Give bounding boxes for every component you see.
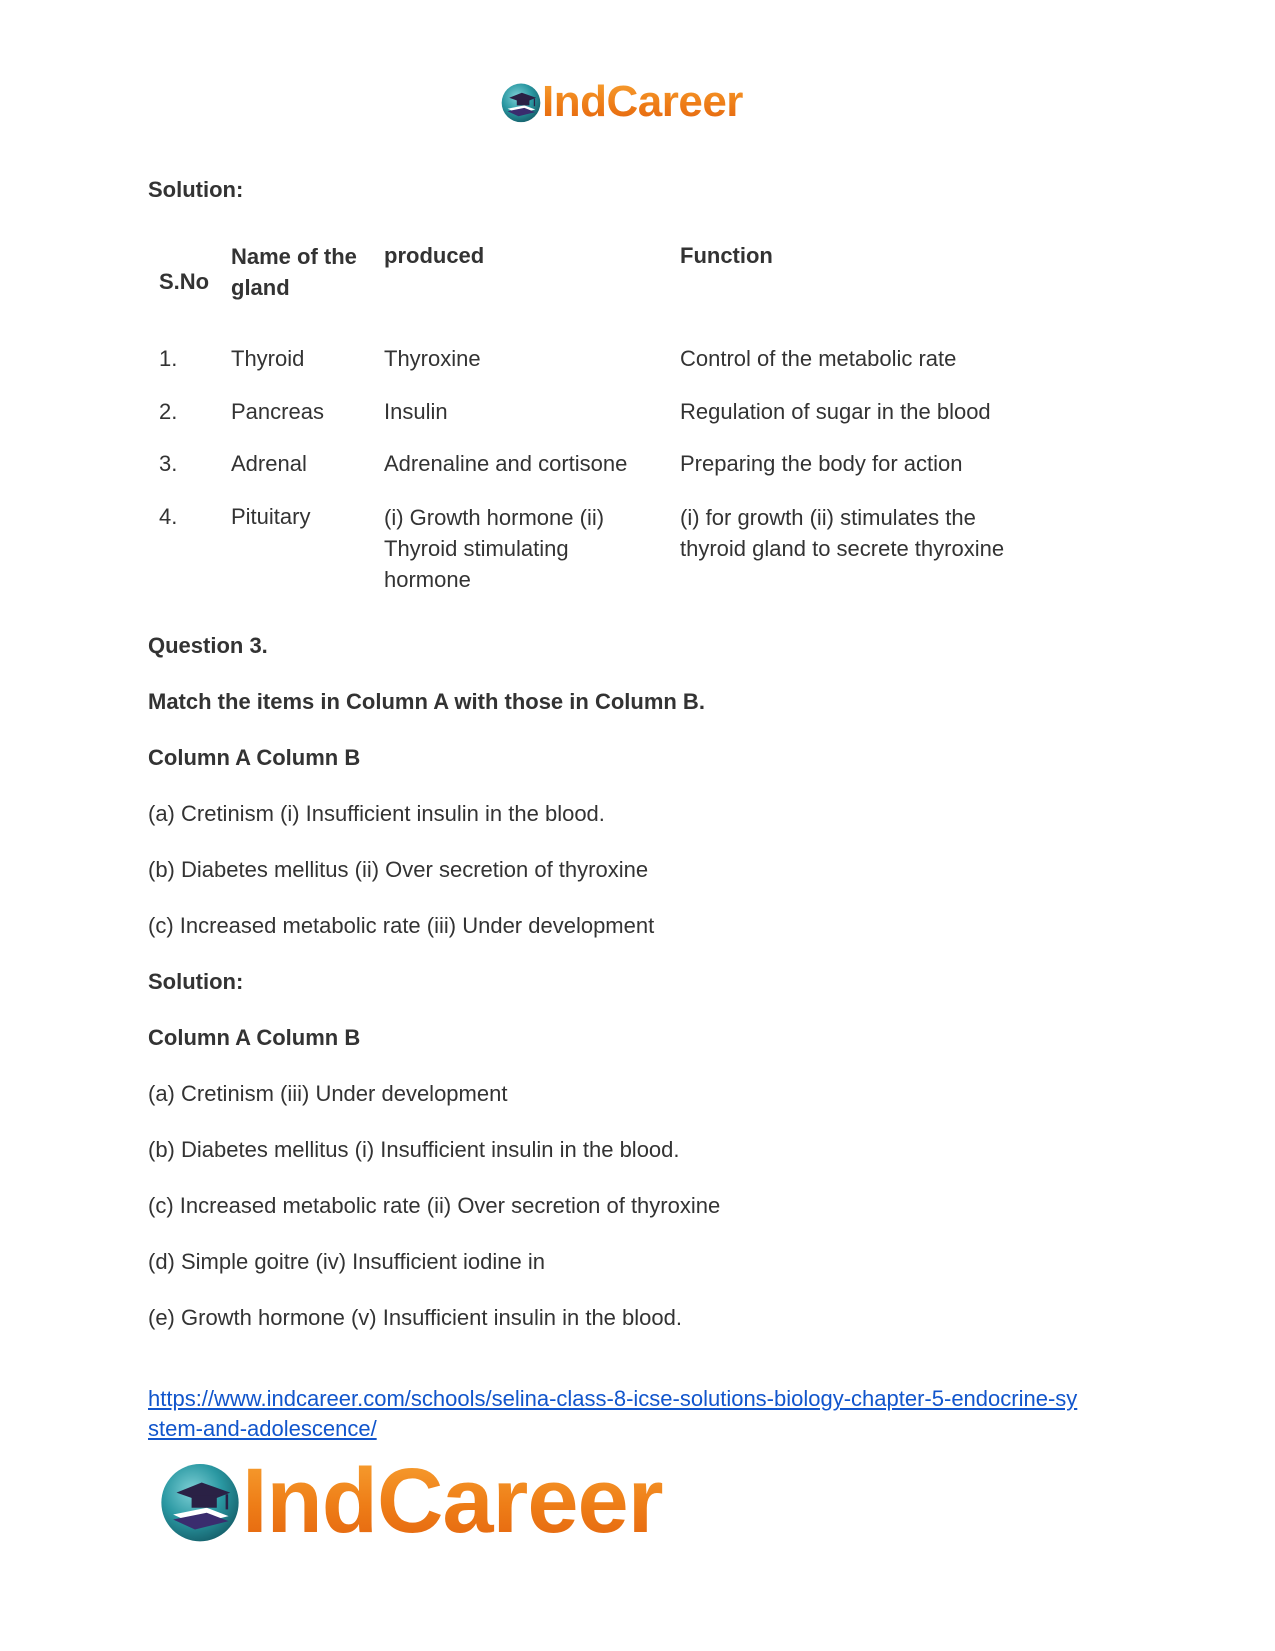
table-header-produced: produced <box>384 243 485 268</box>
table-cell-function: (i) for growth (ii) stimulates the thyroid gland to secrete thyroxine <box>680 505 1005 561</box>
brand-name: IndCareer <box>542 77 743 126</box>
solution-item: (b) Diabetes mellitus (i) Insufficient insulin in the blood. <box>148 1137 680 1162</box>
solution-item: (c) Increased metabolic rate (ii) Over secretion of thyroxine <box>148 1193 721 1218</box>
table-cell-function: Preparing the body for action <box>680 451 963 476</box>
source-link-line2: stem-and-adolescence/ <box>148 1416 377 1441</box>
footer-logo <box>158 1450 663 1552</box>
table-cell-produced: Adrenaline and cortisone <box>384 451 628 476</box>
table-cell-produced: (i) Growth hormone (ii) Thyroid stimulating hormone <box>384 505 605 592</box>
question-item: (a) Cretinism (i) Insufficient insulin in the blood. <box>148 801 605 826</box>
solution-item: (d) Simple goitre (iv) Insufficient iodine in <box>148 1249 545 1274</box>
question-title: Question 3. <box>148 633 268 658</box>
brand-name: IndCareer <box>242 1450 663 1552</box>
solution-item: (a) Cretinism (iii) Under development <box>148 1081 508 1106</box>
table-cell-gland: Thyroid <box>231 346 305 371</box>
table-header-sno: S.No <box>159 269 210 294</box>
table-cell-sno: 4. <box>159 504 178 529</box>
table-cell-gland: Pituitary <box>231 504 311 529</box>
table-cell-gland: Adrenal <box>231 451 307 476</box>
solution-item: (e) Growth hormone (v) Insufficient insulin in the blood. <box>148 1305 682 1330</box>
table-cell-produced: Thyroxine <box>384 346 481 371</box>
source-link[interactable] <box>148 1384 1077 1444</box>
question-item: (b) Diabetes mellitus (ii) Over secretion of thyroxine <box>148 857 649 882</box>
table-cell-function: Control of the metabolic rate <box>680 346 957 371</box>
source-link-line1: https://www.indcareer.com/schools/selina-class-8-icse-solutions-biology-chapter-5-endocrine-sy <box>148 1386 1078 1411</box>
table-cell-produced: Insulin <box>384 399 448 424</box>
table-cell-gland: Pancreas <box>231 399 324 424</box>
question-prompt: Match the items in Column A with those in Column B. <box>148 689 705 714</box>
table-cell-sno: 3. <box>159 451 178 476</box>
solution-heading: Solution: <box>148 177 244 202</box>
table-cell-function: Regulation of sugar in the blood <box>680 399 991 424</box>
table-header-gland: Name of the gland <box>231 244 357 300</box>
table-header-function: Function <box>680 243 773 268</box>
graduation-cap-book-globe-icon <box>500 81 542 123</box>
header-logo <box>500 77 743 126</box>
table-cell-sno: 2. <box>159 399 178 424</box>
table-cell-sno: 1. <box>159 346 178 371</box>
question-item: (c) Increased metabolic rate (iii) Under development <box>148 913 655 938</box>
question-columns-heading: Column A Column B <box>148 745 361 770</box>
graduation-cap-book-globe-icon <box>158 1459 242 1543</box>
solution-columns-heading: Column A Column B <box>148 1025 361 1050</box>
solution-heading: Solution: <box>148 969 244 994</box>
